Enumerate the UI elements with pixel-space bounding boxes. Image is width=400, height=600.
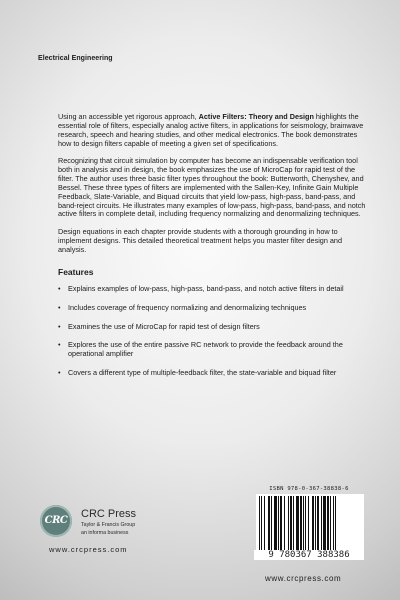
crc-logo-text: CRC [44, 515, 68, 526]
barcode-bar [300, 496, 302, 554]
bullet-icon: • [58, 302, 61, 312]
barcode-bar [308, 496, 309, 554]
publisher-name: CRC Press [81, 508, 137, 520]
publisher-block [40, 505, 180, 555]
barcode-bar [288, 496, 289, 554]
barcode-bar [293, 496, 294, 554]
feature-item [58, 323, 370, 332]
barcode-bar [317, 496, 319, 554]
barcode-bar [335, 496, 336, 554]
barcode-bar [303, 496, 304, 554]
back-cover-description [58, 113, 370, 388]
barcode-bar [333, 496, 334, 554]
barcode-bar [305, 496, 306, 554]
barcode-bar [261, 496, 262, 554]
barcode-bar [315, 496, 316, 554]
barcode-bar [290, 496, 292, 554]
website-url: www.crcpress.com [265, 574, 342, 583]
features-list [58, 285, 370, 378]
feature-text: Covers a different type of multiple-feedback filter, the state-variable and biquad filter [68, 368, 337, 378]
description-paragraph-3: Design equations in each chapter provide students with a thorough grounding in how to implement designs. This detailed theoretical treatment helps you master filter design and analysis. [58, 227, 342, 254]
barcode-bar [271, 496, 272, 554]
barcode-bar [268, 496, 270, 554]
feature-item [58, 285, 370, 294]
barcode-bar [296, 496, 299, 554]
description-continuation-text: highlights the essential role of filters, especially analog active filters, in applications for seismology, brainwave research, speech and hearing studies, and other medical electronics. The book demonstrates how to design filters capable of meeting a given set of specifications. [58, 112, 364, 148]
feature-item [58, 304, 370, 313]
feature-item [58, 369, 370, 378]
barcode-bar [278, 496, 279, 554]
barcode-bar [330, 496, 331, 554]
barcode-bar [327, 496, 329, 554]
publisher-group: Taylor & Francis Group [81, 522, 136, 528]
bullet-icon: • [58, 283, 61, 293]
barcode-bar [321, 496, 322, 554]
bullet-icon: • [58, 321, 61, 331]
feature-text: Examines the use of MicroCap for rapid test of design filters [68, 321, 260, 331]
description-paragraph-1 [58, 113, 370, 148]
feature-text: Explains examples of low-pass, high-pass, band-pass, and notch active filters in detail [68, 283, 344, 293]
book-title-text: Active Filters: Theory and Design [198, 112, 314, 121]
publisher-url: www.crcpress.com [49, 545, 128, 554]
feature-text: Explores the use of the entire passive RC network to provide the feedback around the operational amplifier [68, 340, 343, 359]
barcode-bar [264, 496, 265, 554]
barcode-bar [323, 496, 326, 554]
feature-item [58, 341, 370, 359]
feature-text: Includes coverage of frequency normalizing and denormalizing techniques [68, 302, 307, 312]
bullet-icon: • [58, 340, 61, 350]
isbn-barcode [254, 486, 368, 573]
barcode-digits: 9 780367 388386 [254, 550, 364, 560]
barcode-icon [256, 494, 364, 554]
description-paragraph-2: Recognizing that circuit simulation by computer has become an indispensable verification tool both in analysis and in design, the book emphasizes the use of MicroCap for rapid test of the filter. The author uses three basic filter types throughout the book: Butterworth, Chenyshev, and Bessel. These three types of filters are implemented with the Sallen-Key, Infinite Gain Multiple Feedback, Slate-Variable, and Biquad circuits that yield low-pass, high-pass, band-pass, and band-reject circuits. He illustrates many examples of low-pass, high-pass, band-pass, and notch active filters in complete detail, including frequency normalizing and denormalizing techniques. [58, 156, 366, 219]
features-heading: Features [58, 266, 94, 277]
isbn-number: ISBN 978-0-367-38838-6 [269, 486, 349, 492]
barcode-bar [274, 496, 277, 554]
description-intro-text: Using an accessible yet rigorous approach, [58, 112, 199, 121]
barcode-bar [312, 496, 314, 554]
barcode-bar [259, 496, 260, 554]
subject-category: Electrical Engineering [38, 55, 113, 62]
barcode-bar [284, 496, 285, 554]
publisher-informa: an informa business [81, 530, 129, 536]
barcode-bar [280, 496, 282, 554]
bullet-icon: • [58, 368, 61, 378]
